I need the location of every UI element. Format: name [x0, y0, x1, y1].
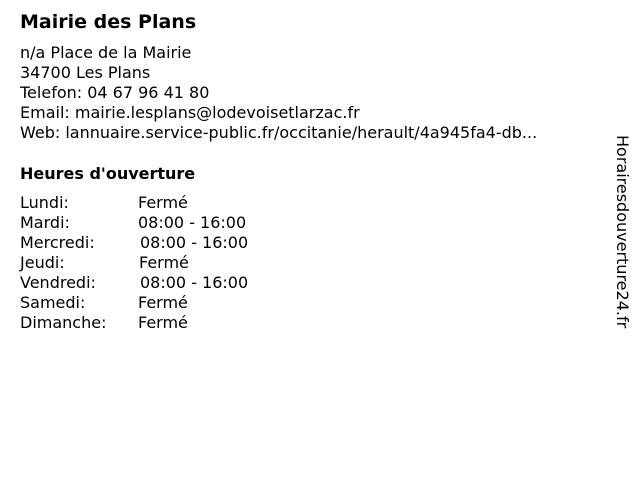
hours-row-tuesday: [20, 213, 248, 233]
email-line: Email: mairie.lesplans@lodevoisetlarzac.fr: [20, 103, 360, 122]
hours-row-wednesday: [20, 233, 248, 253]
hours-value: Fermé: [139, 253, 189, 272]
hours-row-sunday: [20, 313, 248, 333]
hours-row-monday: [20, 193, 248, 213]
hours-value: Fermé: [138, 293, 188, 312]
opening-hours-list: [20, 193, 248, 333]
opening-hours-heading: Heures d'ouverture: [20, 164, 196, 183]
day-label: Vendredi:: [20, 273, 96, 292]
day-label: Mercredi:: [20, 233, 95, 252]
web-line: Web: lannuaire.service-public.fr/occitanie/herault/4a945fa4-db...: [20, 123, 538, 142]
day-label: Dimanche:: [20, 313, 107, 332]
day-label: Jeudi:: [20, 253, 65, 272]
phone-line: Telefon: 04 67 96 41 80: [20, 83, 210, 102]
contact-info: [20, 43, 537, 143]
hours-value: 08:00 - 16:00: [140, 233, 249, 252]
hours-row-friday: [20, 273, 248, 293]
day-label: Mardi:: [20, 213, 70, 232]
hours-row-saturday: [20, 293, 248, 313]
day-label: Samedi:: [20, 293, 86, 312]
hours-row-thursday: [20, 253, 248, 273]
day-label: Lundi:: [20, 193, 69, 212]
hours-value: Fermé: [138, 193, 188, 212]
hours-value: Fermé: [138, 313, 188, 332]
site-brand-vertical: Horairesdouverture24.fr: [613, 135, 632, 329]
address-line: n/a Place de la Mairie: [20, 43, 192, 62]
page-title: Mairie des Plans: [20, 11, 197, 33]
hours-value: 08:00 - 16:00: [140, 273, 249, 292]
hours-value: 08:00 - 16:00: [138, 213, 247, 232]
postal-city-line: 34700 Les Plans: [20, 63, 151, 82]
